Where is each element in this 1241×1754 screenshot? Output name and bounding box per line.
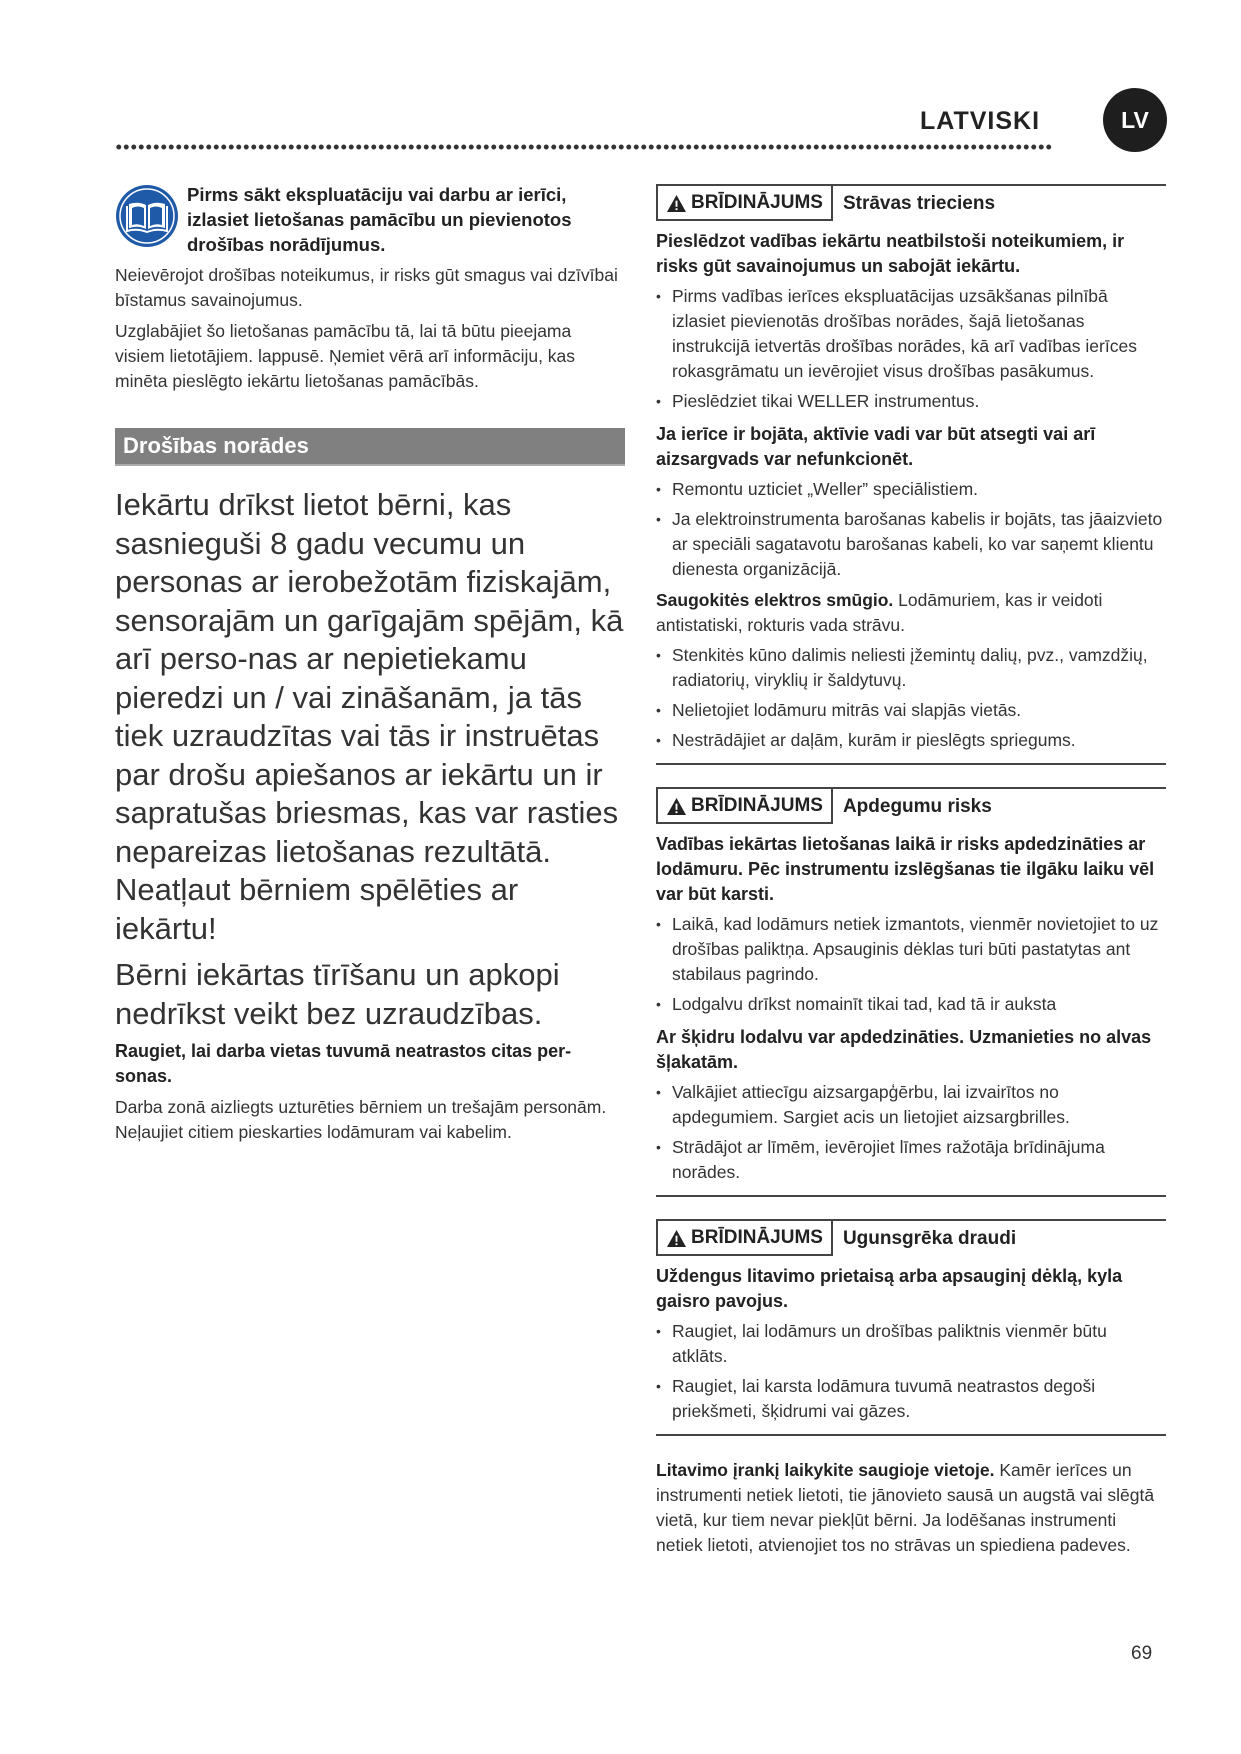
warning-burn-risk (656, 787, 1166, 1197)
section-title-bar: Drošības norādes (115, 428, 625, 466)
mixed-paragraph-bold: Saugokitės elektros smūgio. (656, 590, 894, 610)
bullet-list (656, 643, 1166, 753)
warning-label (656, 186, 833, 221)
list-item: • Laikā, kad lodāmurs netiek izmantots, vienmēr novietojiet to uz drošības paliktņa. Apsauginis dėklas turi būti pastatytas ant stabilaus pagrindo. (656, 912, 1166, 987)
warning-topic: Apdegumu risks (842, 795, 992, 817)
book-icon (115, 184, 179, 248)
warning-triangle-icon (666, 1229, 687, 1248)
dotted-divider (115, 144, 1052, 150)
list-item: • Pirms vadības ierīces ekspluatācijas uzsākšanas pilnībā izlasiet pievienotās drošības norādes, šajā lietošanas instrukcijā ietvertās drošības norādes, kā arī vadības ierīces rokasgrāmatu un ievērojiet visus drošības pasākumus. (656, 284, 1166, 384)
storage-paragraph (656, 1458, 1166, 1558)
intro-block (115, 182, 625, 257)
list-item: • Raugiet, lai lodāmurs un drošības paliktnis vienmēr būtu atklāts. (656, 1319, 1166, 1369)
page-header-title: LATVISKI (920, 107, 1041, 135)
list-item: • Pieslēdziet tikai WELLER instrumentus. (656, 389, 1166, 414)
warning-triangle-icon (666, 797, 687, 816)
warning-topic: Ugunsgrēka draudi (842, 1227, 1017, 1249)
list-item: • Strādājot ar līmēm, ievērojiet līmes ražotāja brīdinājuma norādes. (656, 1135, 1166, 1185)
list-item: • Stenkitės kūno dalimis neliesti įžemintų dalių, pvz., vamzdžių, radiatorių, viryklių ir šaldytuvų. (656, 643, 1166, 693)
page-number: 69 (1131, 1643, 1153, 1664)
left-column (115, 182, 625, 1145)
list-item: • Nestrādājiet ar daļām, kurām ir pieslēgts spriegums. (656, 728, 1166, 753)
storage-paragraph-rest: Kamēr ierīces un instrumenti netiek lietoti, tie jānovieto sausā un augstā vai slēgtā vietā, kur tiem nevar piekļūt bērni. Ja lodēšanas instrumenti netiek lietoti, atvienojiet tos no strāvas un spiediena padeves. (656, 1460, 1155, 1555)
warning-electric-shock (656, 184, 1166, 765)
storage-paragraph-bold: Litavimo įrankį laikykite saugioje vietoje. (656, 1460, 995, 1480)
warning-topic: Strāvas trieciens (842, 192, 996, 214)
warning-header (656, 787, 1166, 824)
mixed-paragraph (656, 588, 1166, 638)
right-column (656, 184, 1166, 1558)
warning-body (656, 1264, 1166, 1436)
language-badge: LV (1103, 88, 1167, 152)
warning-label (656, 1221, 833, 1256)
warning-header (656, 1219, 1166, 1256)
warning-bold-text: Pieslēdzot vadības iekārtu neatbilstoši noteikumiem, ir risks gūt savainojumus un sabojāt iekārtu. (656, 231, 1125, 276)
intro-heading: Pirms sākt ekspluatāciju vai darbu ar ierīci, izlasiet lietošanas pamācību un pievienotos drošības norādījumus. (187, 184, 572, 255)
warning-fire-hazard (656, 1219, 1166, 1436)
bystanders-paragraph: Darba zonā aizliegts uzturēties bērniem un trešajām personām. Neļaujiet citiem pieskarties lodāmuram vai kabelim. (115, 1097, 607, 1142)
warning-label-text: BRĪDINĀJUMS (691, 1227, 823, 1248)
bullet-list (656, 477, 1166, 582)
bystanders-heading: Raugiet, lai darba vietas tuvumā neatrastos citas per-sonas. (115, 1041, 572, 1086)
warning-bold-text: Ar šķidru lodalvu var apdedzināties. Uzmanieties no alvas šļakatām. (656, 1027, 1152, 1072)
warning-label-text: BRĪDINĀJUMS (691, 192, 823, 213)
mixed-paragraph-rest: Lodāmuriem, kas ir veidoti antistatiski, rokturis vada strāvu. (656, 590, 1103, 635)
warning-triangle-icon (666, 194, 687, 213)
children-cleaning-paragraph: Bērni iekārtas tīrīšanu un apkopi nedrīkst veikt bez uzraudzības. (115, 957, 560, 1031)
intro-paragraph-1: Neievērojot drošības noteikumus, ir risks gūt smagus vai dzīvībai bīstamus savainojumus. (115, 265, 618, 310)
warning-label-text: BRĪDINĀJUMS (691, 795, 823, 816)
bullet-list (656, 1080, 1166, 1185)
list-item: • Valkājiet attiecīgu aizsargapģērbu, lai izvairītos no apdegumiem. Sargiet acis un lietojiet aizsargbrilles. (656, 1080, 1166, 1130)
bullet-list (656, 912, 1166, 1017)
list-item: • Nelietojiet lodāmuru mitrās vai slapjās vietās. (656, 698, 1166, 723)
warning-label (656, 789, 833, 824)
list-item: • Lodgalvu drīkst nomainīt tikai tad, kad tā ir auksta (656, 992, 1166, 1017)
warning-header (656, 184, 1166, 221)
warning-bold-text: Vadības iekārtas lietošanas laikā ir risks apdedzināties ar lodāmuru. Pēc instrumentu izslēgšanas tie ilgāku laiku vēl var būt karsti. (656, 834, 1155, 904)
warning-body (656, 229, 1166, 765)
warning-bold-text: Uždengus litavimo prietaisą arba apsauginį dėklą, kyla gaisro pavojus. (656, 1266, 1123, 1311)
bullet-list (656, 284, 1166, 414)
warning-bold-text: Ja ierīce ir bojāta, aktīvie vadi var būt atsegti vai arī aizsargvads var nefunkcionēt. (656, 424, 1096, 469)
list-item: • Raugiet, lai karsta lodāmura tuvumā neatrastos degoši priekšmeti, šķidrumi vai gāzes. (656, 1374, 1166, 1424)
intro-paragraph-2: Uzglabājiet šo lietošanas pamācību tā, lai tā būtu pieejama visiem lietotājiem. lappusē. Ņemiet vērā arī informāciju, kas minēta pieslēgto iekārtu lietošanas pamācībās. (115, 321, 576, 391)
list-item: • Remontu uzticiet „Weller” speciālistiem. (656, 477, 1166, 502)
warning-body (656, 832, 1166, 1197)
children-usage-paragraph: Iekārtu drīkst lietot bērni, kas sasnieguši 8 gadu vecumu un personas ar ierobežotām fiziskajām, sensorajām un garīgajām spējām, kā arī perso-nas ar nepietiekamu pieredzi un / vai zināšanām, ja tās tiek uzraudzītas vai tās ir instruētas par drošu apiešanos ar iekārtu un ir sapratušas briesmas, kas var rasties nepareizas lietošanas rezultātā. Neatļaut bērniem spēlēties ar iekārtu! (115, 487, 624, 946)
bullet-list (656, 1319, 1166, 1424)
list-item: • Ja elektroinstrumenta barošanas kabelis ir bojāts, tas jāaizvieto ar speciāli sagatavotu barošanas kabeli, ko var saņemt klientu dienesta organizācijā. (656, 507, 1166, 582)
